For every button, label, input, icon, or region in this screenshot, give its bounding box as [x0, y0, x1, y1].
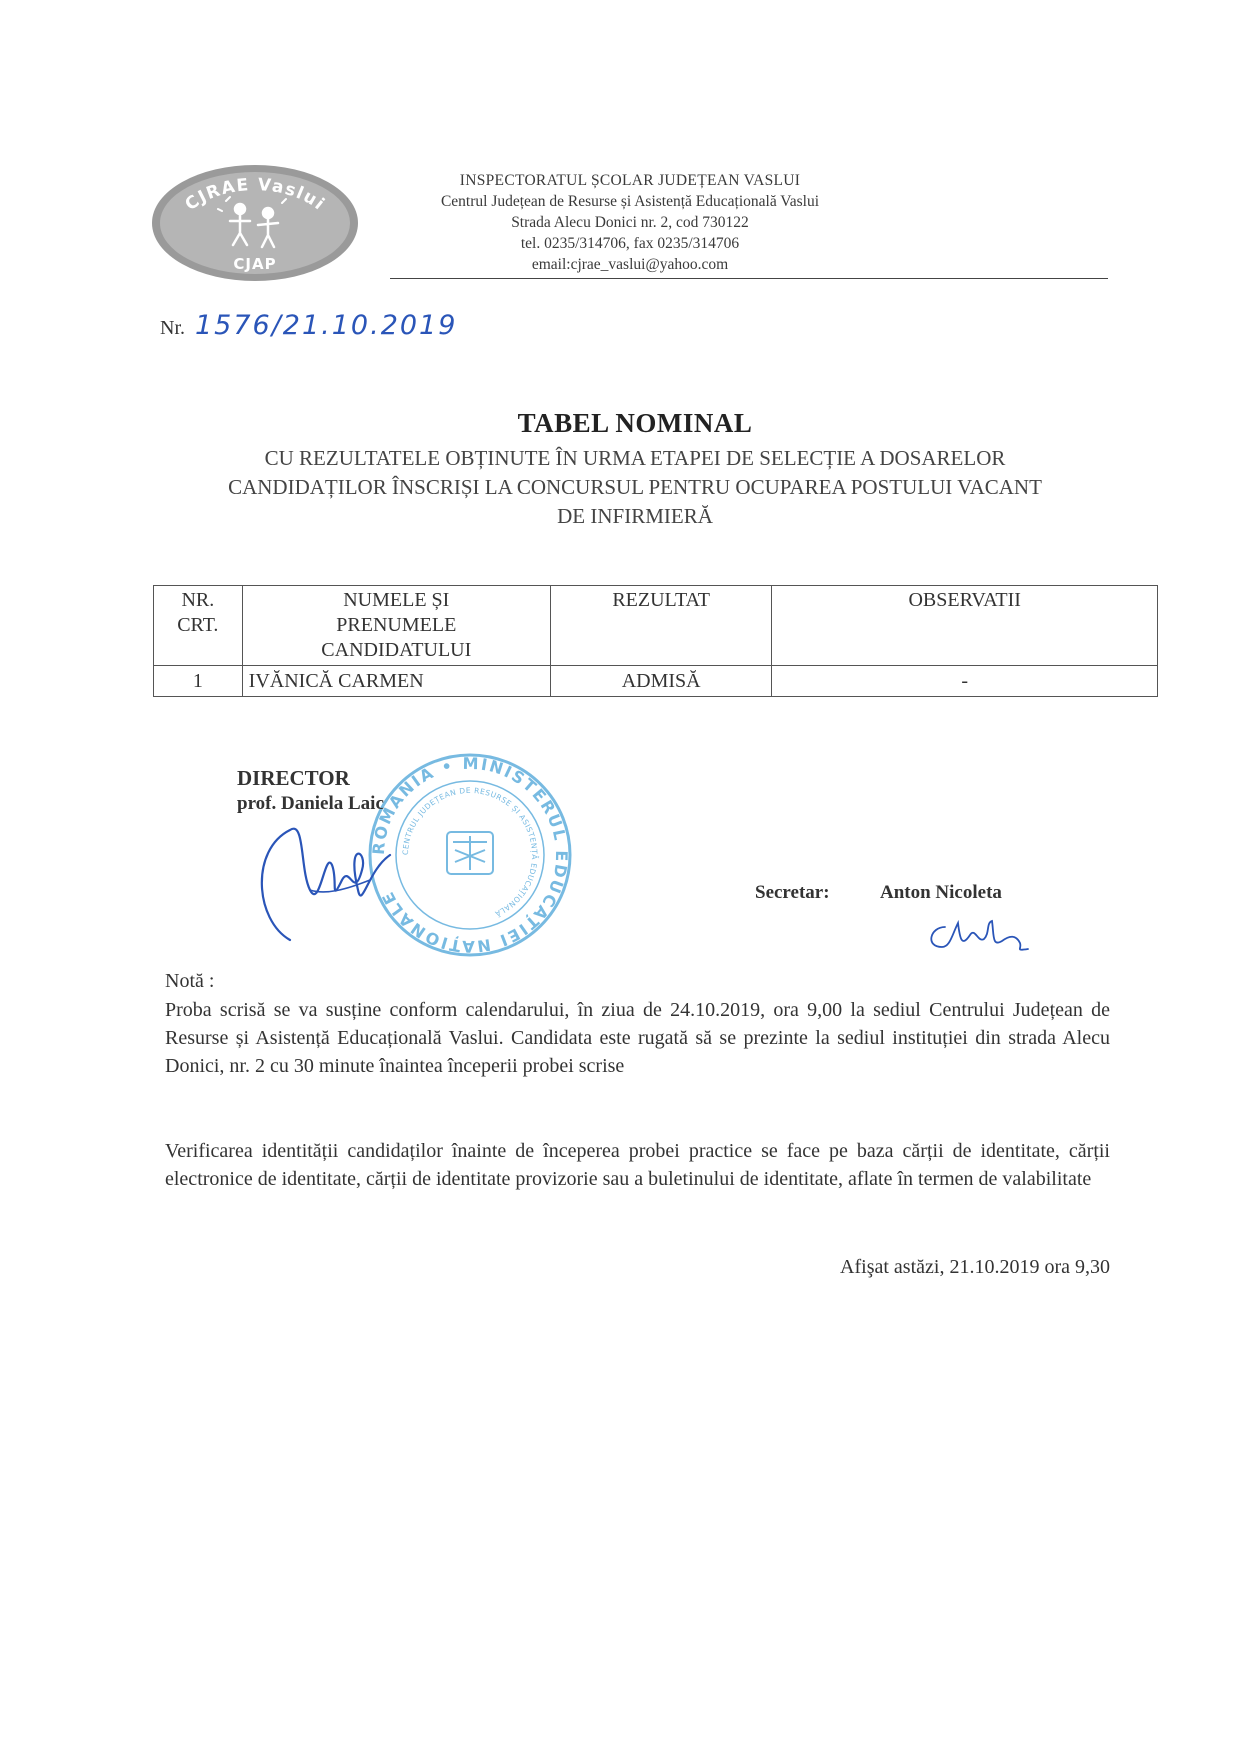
director-title: DIRECTOR: [237, 766, 350, 790]
posted-date: Afişat astăzi, 21.10.2019 ora 9,30: [840, 1256, 1110, 1278]
header-nr-line-1: NR.: [181, 589, 215, 611]
document-title: TABEL NOMINAL: [517, 408, 753, 438]
table-row: [154, 666, 1158, 697]
row-name: IVĂNICĂ CARMEN: [242, 666, 550, 697]
table-header-row: [154, 586, 1158, 666]
registration-prefix: Nr.: [160, 317, 185, 339]
header-line-address: Strada Alecu Donici nr. 2, cod 730122: [511, 214, 749, 231]
header-result: REZULTAT: [550, 586, 772, 666]
header-line-phone: tel. 0235/314706, fax 0235/314706: [520, 235, 740, 252]
header-line-email: email:cjrae_vaslui@yahoo.com: [531, 256, 729, 273]
registration-handwritten: 1576/21.10.2019: [195, 310, 458, 341]
stamp-inner-text: CENTRUL JUDEȚEAN DE RESURSE ȘI ASISTENȚĂ EDUCAȚIONALĂ: [400, 785, 540, 919]
header-name-line-1: NUMELE ȘI: [343, 589, 450, 611]
secretary-signature: [920, 905, 1030, 960]
results-table: [153, 585, 1158, 697]
header-line-inspectorate: INSPECTORATUL ȘCOLAR JUDEȚEAN VASLUI: [459, 172, 801, 189]
header-line-center: Centrul Județean de Resurse și Asistență Educațională Vaslui: [440, 193, 820, 210]
note-paragraph-2: Verificarea identității candidaților înainte de începerea probei practice se face pe baza cărții de identitate, cărții electronice de identitate, cărții de identitate provizorie sau a buletinului de identitate, aflate în termen de valabilitate: [165, 1140, 1110, 1190]
secretary-label: Secretar:: [755, 882, 830, 903]
row-result: ADMISĂ: [550, 666, 772, 697]
director-name: prof. Daniela Laic: [237, 793, 384, 814]
subtitle-line-1: CU REZULTATELE OBȚINUTE ÎN URMA ETAPEI DE SELECȚIE A DOSARELOR: [264, 446, 1006, 470]
header-nr: [154, 586, 243, 666]
institution-header: [390, 170, 870, 275]
subtitle-line-3: DE INFIRMIERĂ: [557, 504, 713, 528]
stamp-outer-text: ROMÂNIA • MINISTERUL EDUCAȚIEI NAȚIONALE: [368, 753, 572, 957]
secretary-name: Anton Nicoleta: [880, 882, 1002, 903]
logo-bottom-text: CJAP: [233, 255, 277, 273]
header-nr-line-2: CRT.: [177, 614, 219, 636]
document-subtitle: [160, 444, 1110, 531]
director-signature: [250, 810, 410, 950]
header-name-line-2: PRENUMELE: [336, 614, 457, 636]
header-name-line-3: CANDIDATULUI: [321, 639, 472, 661]
registration-number: [160, 310, 457, 341]
cjrae-logo: [150, 163, 360, 283]
row-notes: -: [772, 666, 1158, 697]
note-paragraph-1: Proba scrisă se va susține conform calendarului, în ziua de 24.10.2019, ora 9,00 la sediul Centrului Județean de Resurse și Asistență Educațională Vaslui. Candidata este rugată să se prezinte la sediul instituției din strada Alecu Donici, nr. 2 cu 30 minute înaintea începerii probei scrise: [165, 999, 1110, 1077]
header-notes: OBSERVATII: [772, 586, 1158, 666]
coat-of-arms-icon: [447, 832, 493, 874]
header-divider: [390, 278, 1108, 279]
logo-top-text: CJRAE Vaslui: [181, 175, 329, 216]
subtitle-line-2: CANDIDAȚILOR ÎNSCRIȘI LA CONCURSUL PENTRU OCUPAREA POSTULUI VACANT: [228, 475, 1042, 499]
row-nr: 1: [154, 666, 243, 697]
note-title: Notă :: [165, 970, 215, 992]
header-name: [242, 586, 550, 666]
